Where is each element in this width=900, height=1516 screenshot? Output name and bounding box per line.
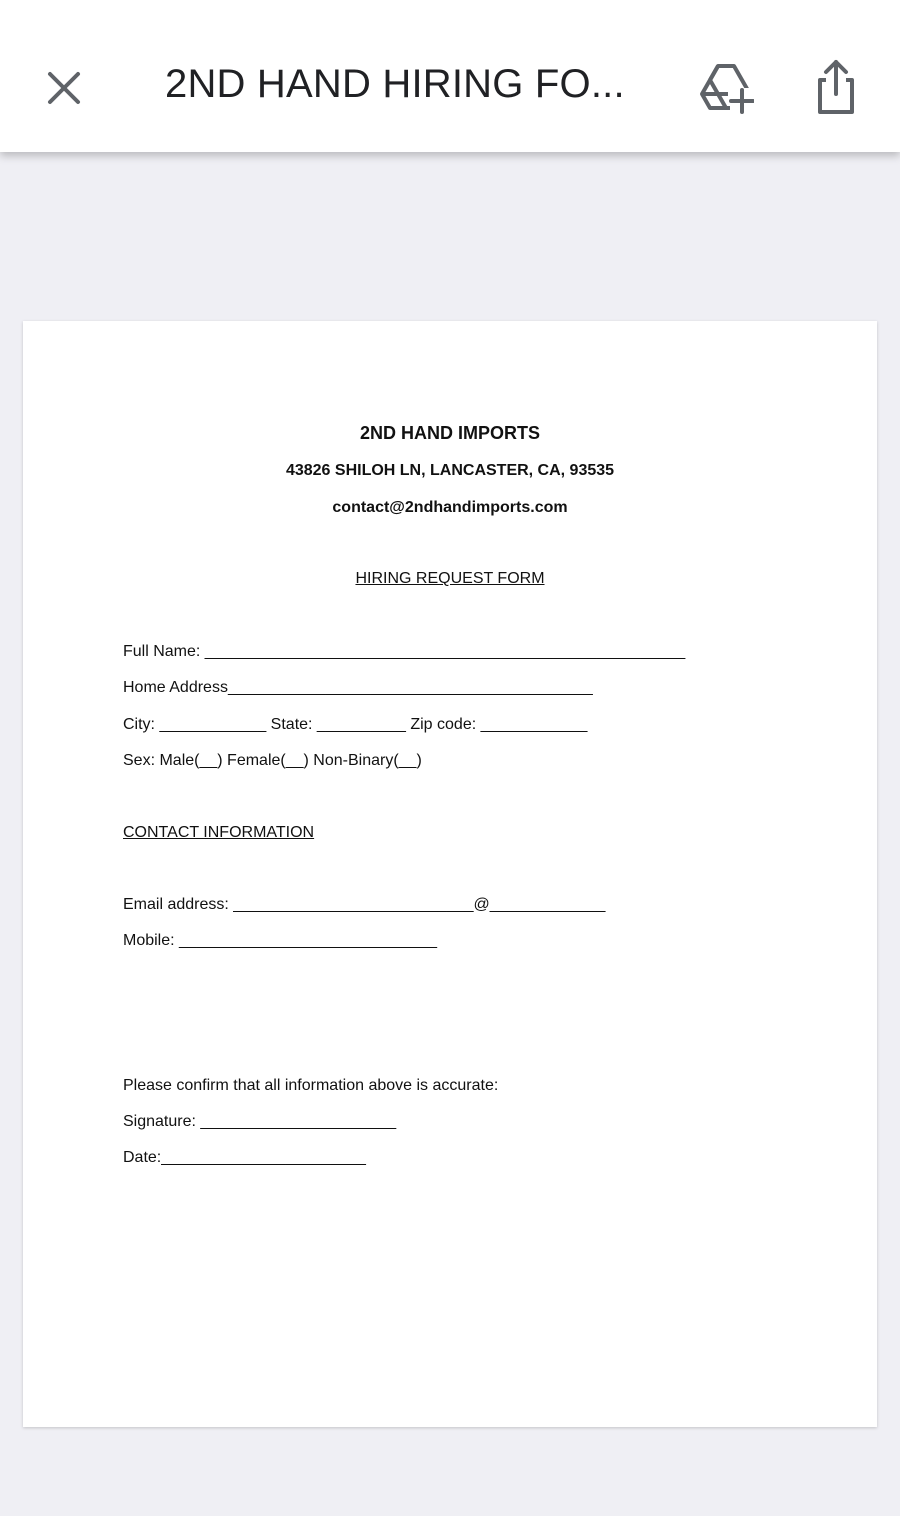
add-to-drive-button[interactable] xyxy=(698,60,754,114)
document-title: 2ND HAND HIRING FO... xyxy=(165,62,625,106)
form-title: HIRING REQUEST FORM xyxy=(355,570,545,587)
home-address-field: Home Address_________________________________________ xyxy=(123,679,593,696)
signature-field: Signature: ______________________ xyxy=(123,1113,397,1130)
company-name: 2ND HAND IMPORTS xyxy=(359,423,540,443)
sex-field: Sex: Male(__) Female(__) Non-Binary(__) xyxy=(123,752,422,769)
share-button[interactable] xyxy=(812,58,860,116)
close-button[interactable] xyxy=(40,64,88,112)
add-to-drive-icon xyxy=(698,60,754,114)
company-email: contact@2ndhandimports.com xyxy=(332,499,568,516)
company-address: 43826 SHILOH LN, LANCASTER, CA, 93535 xyxy=(285,462,615,479)
close-icon xyxy=(40,64,88,112)
mobile-field: Mobile: _____________________________ xyxy=(123,932,438,949)
contact-section-title: CONTACT INFORMATION xyxy=(123,824,315,841)
full-name-field: Full Name: ______________________________________________________ xyxy=(123,643,686,660)
confirm-text: Please confirm that all information above is accurate: xyxy=(123,1077,499,1094)
share-icon xyxy=(812,58,860,116)
date-field: Date:_______________________ xyxy=(123,1149,366,1166)
document-page xyxy=(23,321,877,1427)
city-state-zip-field: City: ____________ State: __________ Zip code: ____________ xyxy=(123,716,588,733)
top-bar xyxy=(0,0,900,152)
email-address-field: Email address: ___________________________@_____________ xyxy=(123,896,606,913)
